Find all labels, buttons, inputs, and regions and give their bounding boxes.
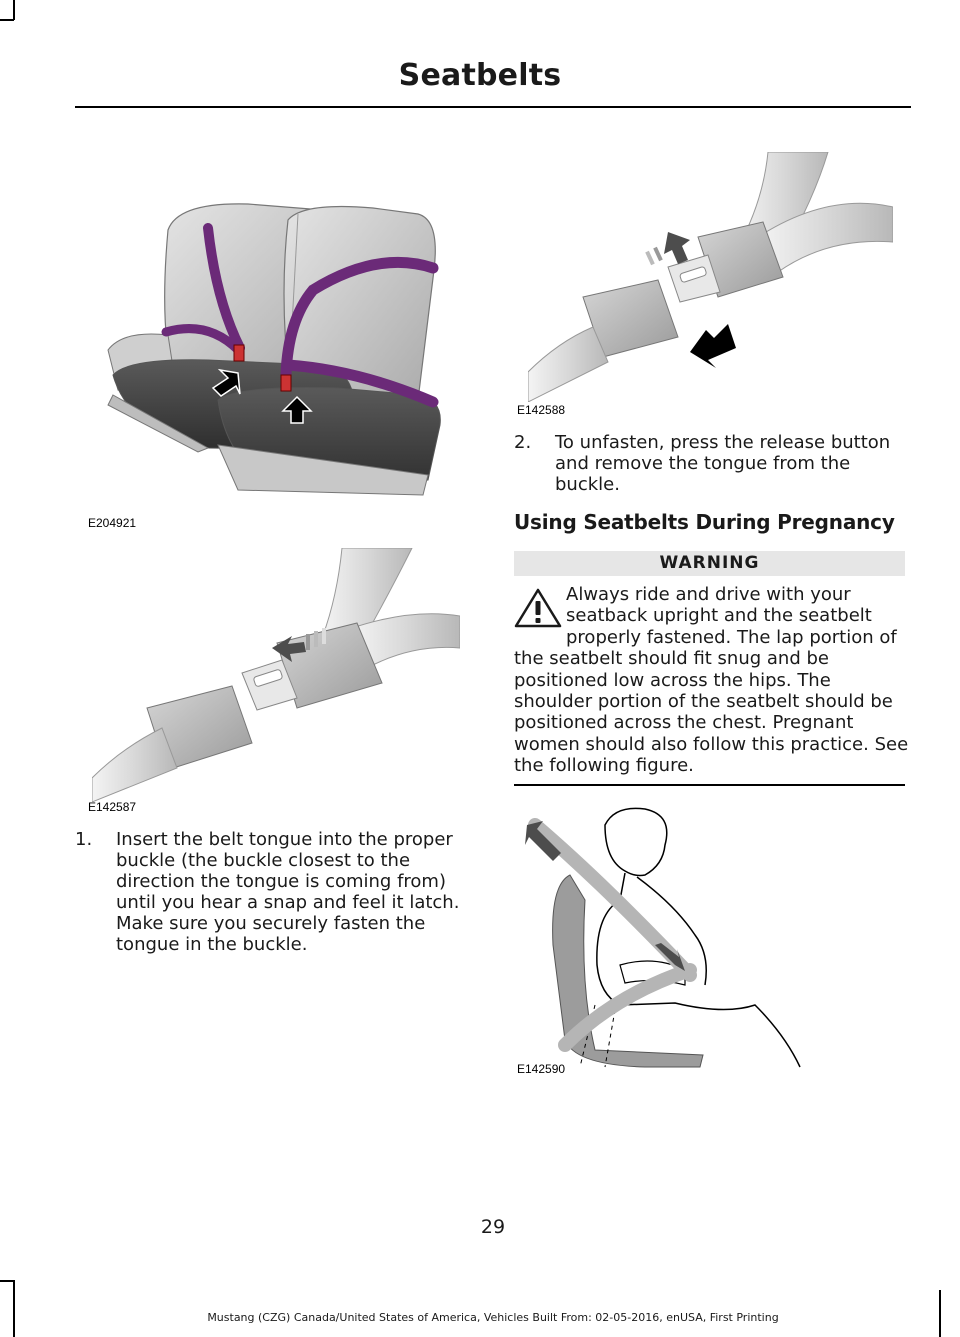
warning-body: Always ride and drive with your seatback upright and the seatbelt properly fastened. The lap portion of the seatbelt should fit snug and be positioned low across the hips. The shoulder portion of the seatbelt should be positioned across the chest. Pregnant women should also follow this practice. See the following figure. [514, 584, 909, 777]
figure-code: E142588 [517, 403, 566, 417]
warning-divider [514, 784, 905, 786]
figure-code: E142590 [517, 1062, 569, 1076]
section-heading: Using Seatbelts During Pregnancy [514, 510, 895, 534]
step-number: 2. [514, 432, 532, 453]
figure-pregnancy [525, 805, 805, 1075]
step-text: Insert the belt tongue into the proper buckle (the buckle closest to the direction the tongue is coming from) until you hear a snap and feel it latch. Make sure you securely fasten the tongue in the buckle. [116, 829, 460, 955]
buckle-insert-illustration [92, 548, 460, 802]
warning-label: WARNING [514, 551, 905, 576]
header-divider [75, 106, 911, 108]
figure-buckle-release [528, 152, 893, 402]
page-title: Seatbelts [398, 58, 562, 93]
figure-code: E142587 [88, 800, 137, 814]
rear-seat-illustration [88, 190, 458, 520]
footer-text: Mustang (CZG) Canada/United States of America, Vehicles Built From: 02-05-2016, enUSA, First Printing [207, 1311, 779, 1324]
pregnancy-seatbelt-illustration [525, 805, 805, 1075]
step-number: 1. [75, 829, 93, 850]
warning-text [514, 584, 909, 777]
step-text: To unfasten, press the release button and remove the tongue from the buckle. [555, 432, 891, 495]
crop-mark [0, 19, 14, 21]
crop-mark [13, 1280, 15, 1337]
figure-rear-seat [88, 190, 458, 520]
figure-code: E204921 [88, 516, 137, 530]
figure-buckle-insert [92, 548, 460, 802]
page-number: 29 [480, 1216, 506, 1238]
crop-mark [13, 0, 15, 20]
crop-mark [0, 1280, 14, 1282]
buckle-release-illustration [528, 152, 893, 402]
